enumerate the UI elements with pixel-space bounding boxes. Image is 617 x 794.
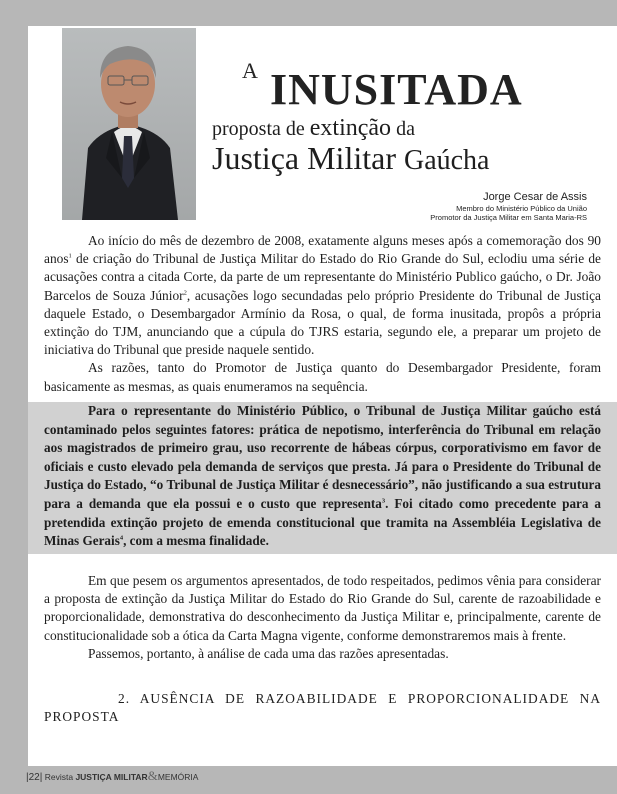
paragraph-1: Ao início do mês de dezembro de 2008, exatamente alguns meses após a comemoração dos 90 anos$^1$ de criação do Tribunal de Justiça Militar do Estado do Rio Grande do Sul, eclodiu uma série de acusações contra a citada Corte, da parte de um representante do Ministério Publico gaúcho, o Dr. João Barcelos de Souza Júnior$^2$, acusações logo secundadas pelo próprio Presidente do Tribunal de Justiça daquele Estado, o Desembargador Armínio da Rosa, o qual, de forma inusitada, propôs a própria extinção do TJM, anunciando que a cúpula do TJRS estaria, segundo ele, a preparar um projeto de iniciativa do Tribunal que preside naquele sentido. <box>44 233 602 358</box>
footer-title-end: MEMÓRIA <box>157 772 199 782</box>
highlight-paragraph: Para o representante do Ministério Público, o Tribunal de Justiça Militar gaúcho está contaminado pelos seguintes fatores: prática de nepotismo, interferência do Tribunal em relação aos magistrados de primeiro grau, uso recorrente de hábeas córpus, corporativismo em favor de oficiais e custo elevado pela demanda de serviços que presta. Já para o Presidente do Tribunal de Justiça do Estado, “o Tribunal de Justiça Militar é desnecessário”, não justificando a sua estrutura para a demanda que ela possui e o custo que representa$^3$. Foi citado como precedente para a pretendida extinção projeto de emenda constitucional que tramita na Assembléia Legislativa de Minas Gerais$^4$, com a mesma finalidade. <box>44 403 602 549</box>
footer-title: JUSTIÇA MILITAR <box>75 772 148 782</box>
footnote-ref-2[interactable]: 2 <box>183 289 187 297</box>
title-line-3: Justiça Militar Gaúcha <box>212 140 490 176</box>
continuation-text <box>44 572 601 663</box>
paragraph-4: Passemos, portanto, à análise de cada uma das razões apresentadas. <box>88 645 449 661</box>
page-footer <box>26 768 198 784</box>
page-number: |22| <box>26 772 43 783</box>
highlight-text <box>44 402 601 551</box>
author-name: Jorge Cesar de Assis <box>483 191 587 203</box>
author-photo <box>62 28 196 220</box>
footer-magazine: Revista <box>44 772 74 782</box>
intro-text <box>44 232 601 396</box>
paragraph-3: Em que pesem os argumentos apresentados, de todo respeitados, pedimos vênia para considerar a proposta de extinção da Justiça Militar do Estado do Rio Grande do Sul, carente de razoabilidade e proporcionalidade, demonstrativa do desconhecimento da Justiça Militar e, principalmente, carente de constitucionalidade sob a ótica da Carta Magna vigente, conforme demonstraremos mais à frente. <box>44 573 601 643</box>
title-line-2: proposta de extinção da <box>212 115 415 141</box>
author-byline <box>430 191 587 222</box>
section-heading: 2. AUSÊNCIA DE RAZOABILIDADE E PROPORCIONALIDADE NA PROPOSTA <box>44 691 601 724</box>
article-title <box>212 58 592 188</box>
paragraph-2: As razões, tanto do Promotor de Justiça quanto do Desembargador Presidente, foram basicamente as mesmas, as quais enumeramos na sequência. <box>44 360 601 394</box>
author-portrait-image <box>62 28 196 220</box>
author-role-1: Membro do Ministério Público da União <box>456 204 587 213</box>
footnote-ref-1[interactable]: 1 <box>68 252 72 260</box>
title-main-word: INUSITADA <box>270 65 523 114</box>
footnote-ref-3[interactable]: 3 <box>381 497 386 505</box>
author-role-2: Promotor da Justiça Militar em Santa Maria-RS <box>430 213 587 222</box>
footer-ampersand: & <box>147 768 158 783</box>
footnote-ref-4[interactable]: 4 <box>119 534 124 542</box>
title-article-a: A <box>242 58 258 83</box>
